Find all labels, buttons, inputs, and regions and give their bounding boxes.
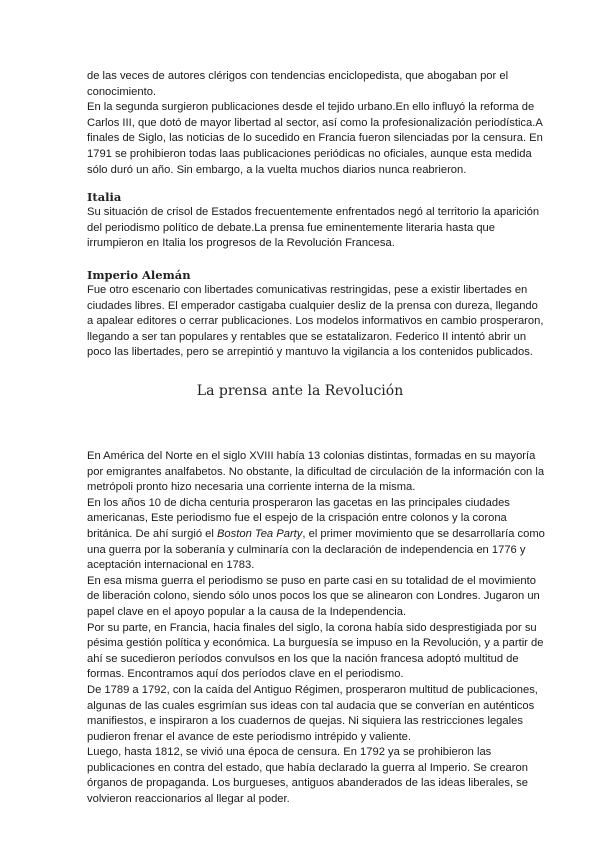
text-line: Carlos III, que dotó de mayor libertad al sector, así como la profesionalización periodística.A [87,116,543,129]
section-revolucion-text [87,449,545,808]
text-line: manifiestos, e inspiraron a los cuadernos de quejas. Ni siquiera las restricciones legales [87,715,523,728]
text-line: pésima gestión política y económica. La burguesía se impuso en la Revolución, y a partir de [87,637,544,650]
text-line: pudieron frenar el avance de este periodismo intrépido y valiente. [87,730,412,743]
text-line: Por su parte, en Francia, hacia finales del siglo, la corona había sido desprestigiada por su [87,621,537,634]
text-line: Fue otro escenario con libertades comunicativas restringidas, pese a existir libertades en [87,284,528,296]
text-line: poco las libertades, pero se arrepintió y mantuvo la vigilancia a los contenidos publicados. [87,346,533,359]
text-line: sólo duró un año. Sin embargo, a la vuelta muchos diarios nunca reabrieron. [87,163,467,176]
text-line: llegando a ser tan populares y rentables que se estatalizaron. Federico II intentó abrir un [87,330,527,343]
text-line: del periodismo político de debate.La prensa fue eminentemente literaria hasta que [87,221,495,234]
text-segment: , el primer movimiento que se desarrollaría como [302,527,545,540]
text-line: finales de Siglo, las noticias de lo sucedido en Francia fueron silenciadas por la censura. En [87,132,543,145]
intro-text [87,69,543,178]
text-line: En esa misma guerra el periodismo se puso en parte casi en su totalidad de el movimiento [87,574,536,587]
text-segment: británica. De ahí surgió el [87,527,217,540]
text-line: de las veces de autores clérigos con tendencias enciclopedista, que abogaban por el [87,70,509,82]
section-imperio-aleman [87,267,544,361]
text-line: ciudades libres. El emperador castigaba cualquier desliz de la prensa con dureza, llegando [87,299,538,312]
text-line: Su situación de crisol de Estados frecuentemente enfrentados negó al territorio la aparición [87,206,540,218]
text-line: a apalear editores o cerrar publicaciones. Los modelos informativos en cambio prosperaron, [87,315,544,328]
text-line: algunas de las cuales esgrimían sus ideas con tal audacia que se converían en auténticos [87,699,535,712]
text-line: de liberación colono, siendo sólo unos pocos los que se alinearon con Londres. Jugaron un [87,590,540,603]
text-line: En los años 10 de dicha centuria prosperaron las gacetas en las principales ciudades [87,496,510,509]
text-line: Luego, hasta 1812, se vivió una época de censura. En 1792 ya se prohibieron las [87,746,492,759]
section-title: La prensa ante la Revolución [196,383,404,399]
text-line [87,527,545,543]
text-line: ahí se sucedieron períodos convulsos en los que la nación francesa adoptó multitud de [87,652,519,665]
text-line: conocimiento. [87,85,157,98]
text-line: irrumpieron en Italia los progresos de la Revolución Francesa. [87,237,395,250]
text-line: publicaciones en contra del estado, que había declarado la guerra al Imperio. Se crearon [87,761,528,774]
text-line: formas. Encontramos aquí dos períodos clave en el periodismo. [87,668,404,681]
section-heading: Italia [87,190,122,204]
text-line: órganos de propaganda. Los burgueses, antiguos abanderados de las ideas liberales, se [87,777,528,790]
text-line: De 1789 a 1792, con la caída del Antiguo Régimen, prosperaron multitud de publicaciones, [87,683,538,696]
text-line: volvieron reaccionarios al llegar al poder. [87,793,290,806]
text-line: En América del Norte en el siglo XVIII había 13 colonias distintas, formadas en su mayoría [87,450,536,462]
text-line: americanas, Este periodismo fue el espejo de la crispación entre colonos y la corona [87,512,507,525]
section-heading: Imperio Alemán [87,268,191,282]
text-line: metrópoli pronto hizo necesaria una corriente interna de la misma. [87,481,416,494]
text-line: por emigrantes analfabetos. No obstante, la dificultad de circulación de la información con la [87,465,545,478]
text-line: una guerra por la soberanía y culminaría con la declaración de independencia en 1776 y [87,543,526,556]
text-line: papel clave en el apoyo popular a la causa de la Independencia. [87,605,407,618]
text-line: 1791 se prohibieron todas laas publicaciones periódicas no oficiales, aunque esta medida [87,147,532,160]
section-italia [87,189,540,252]
italic-term: Boston Tea Party [216,527,303,540]
text-line: aceptación internacional en 1783. [87,559,255,572]
text-line: En la segunda surgieron publicaciones desde el tejido urbano.En ello influyó la reforma de [87,101,535,114]
